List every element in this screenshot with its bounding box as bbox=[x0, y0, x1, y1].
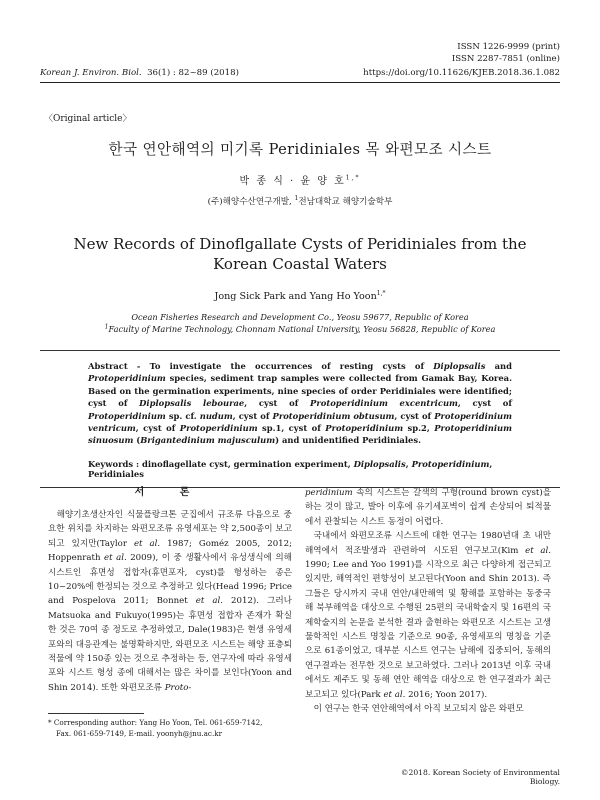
footnote-divider bbox=[48, 713, 144, 714]
doi-link[interactable]: https://doi.org/10.11626/KJEB.2018.36.1.082 bbox=[363, 68, 560, 78]
abstract-text: ( bbox=[133, 435, 141, 446]
abstract-taxon: Protoperidinium bbox=[325, 423, 404, 434]
footnote-line-1: * Corresponding author: Yang Ho Yoon, Tel. 061-659-7142, bbox=[48, 718, 263, 727]
abstract-text: sp.1, cyst of bbox=[257, 423, 326, 434]
abstract-taxon: Diplopsalis lebourae bbox=[139, 398, 245, 409]
korean-title: 한국 연안해역의 미기록 Peridiniales 목 와편모조 시스트 bbox=[108, 141, 492, 158]
volume-pages: 36(1) : 82~89 (2018) bbox=[147, 68, 239, 78]
body-text: . 1990; Lee and Yoo 1991)를 시작으로 최근 다양하게 접근되고 있지만, 해역적인 편향성이 보고된다(Yoon and Shin 2013). 즉 그들은 당시까지 국내 연안/내만해역 및 황해를 포함하는 동중국해 북부해역을 대상으로 수행된 25편의 국내학술지 및 16편의 국제학술지의 논문을 분석한 결과 출현하는 와편모조 시스트는 고생물학적인 시스트 명칭을 기준으로 90종, 유영세포의 명칭을 기준으로 61종이었고, 대부분 시스트 연구는 남해에 집중되어, 동해의 연구결과는 전무한 것으로 보고하였다. 그러나 2013년 이후 국내에서도 제주도 및 동해 연안 해역을 대상으로 한 연구결과가 최근 보고되고 있다(Park bbox=[305, 545, 551, 700]
body-italic: peridinium bbox=[305, 488, 353, 498]
korean-author-sup: 1,* bbox=[345, 174, 361, 182]
abstract-taxon: nudum bbox=[199, 410, 233, 421]
english-affil-2-line bbox=[40, 323, 560, 335]
abstract-text: , cyst of bbox=[135, 423, 180, 434]
journal-name: Korean J. Environ. Biol. bbox=[40, 68, 142, 78]
english-author-sup: 1,* bbox=[376, 289, 386, 297]
body-paragraph bbox=[305, 486, 551, 529]
abstract-taxon: Protoperidinium obtusum bbox=[272, 410, 395, 421]
abstract-taxon: Protoperidinium excentricum bbox=[310, 398, 458, 409]
keywords bbox=[88, 459, 512, 479]
abstract-text: Abstract - To investigate the occurrences of resting cysts of bbox=[88, 361, 434, 371]
body-text: . 2009), 이 중 생활사에서 유성생식에 의해 시스트인 휴면성 접합자(휴면포자, cyst)를 형성하는 종은 10~20%에 한정되는 것으로 추정하고 있다(Head 1996; Price and Pospelova 2011; Bonnet bbox=[48, 553, 292, 607]
body-text: 해양기초생산자인 식물플랑크톤 군집에서 규조류 다음으로 중요한 위치를 차지하는 와편모조류 유영세포는 약 2,500종이 보고되고 있지만(Taylor bbox=[48, 510, 292, 549]
body-italic: et al bbox=[195, 596, 221, 607]
korean-authors bbox=[0, 172, 600, 187]
abstract-box bbox=[40, 350, 560, 488]
korean-affiliations bbox=[0, 195, 600, 207]
abstract bbox=[88, 360, 512, 447]
body-italic: Proto- bbox=[164, 682, 192, 693]
keyword-taxon: Diplopsalis bbox=[353, 458, 406, 469]
korean-author-names: 박 종 식 · 윤 양 호 bbox=[239, 176, 346, 187]
introduction-heading: 서 론 bbox=[134, 487, 206, 498]
journal-citation bbox=[40, 68, 239, 78]
korean-affil-sup: 1 bbox=[294, 195, 299, 203]
korean-affil-a: (주)해양수산연구개발, bbox=[207, 197, 295, 207]
body-text: 국내에서 와편모조류 시스트에 대한 연구는 1980년대 초 내만해역에서 적조발생과 관련하여 시도된 연구보고(Kim bbox=[305, 531, 551, 556]
corresponding-author-footnote bbox=[48, 717, 292, 739]
abstract-text: and bbox=[485, 361, 512, 371]
english-affiliations bbox=[40, 311, 560, 335]
korean-affil-b: 전남대학교 해양기술학부 bbox=[298, 197, 393, 207]
footnote-line-2: Fax. 061-659-7149, E-mail. yoonyh@jnu.ac.kr bbox=[56, 729, 223, 738]
abstract-taxon: Protoperidinium bbox=[179, 423, 258, 434]
english-author-names: Jong Sick Park and Yang Ho Yoon bbox=[214, 291, 377, 302]
abstract-text: , cyst of bbox=[394, 410, 435, 421]
body-paragraph bbox=[305, 529, 551, 702]
abstract-taxon: Protoperidinium bbox=[88, 410, 166, 421]
body-italic: et al bbox=[525, 545, 549, 556]
english-affil-2: Faculty of Marine Technology, Chonnam National University, Yeosu 56828, Republic of Korea bbox=[108, 324, 496, 334]
abstract-text: , cyst of bbox=[232, 410, 273, 421]
body-text: . 2012). 그러나 Matsuoka and Fukuyo(1995)는 휴면성 접합자 존재가 확실한 것은 70여 종 정도로 추정하였고, Dale(1983)은 현생 유영세포와의 대응관계는 불명확하지만, 와편모조 시스트는 해양 표층퇴적물에 약 150종 있는 것으로 추정하는 등, 연구자에 따라 유영세포와 시스트 형성 종에 대해서는 많은 차이를 보인다(Yoon and Shin 2014). 또한 와편모조류 bbox=[48, 596, 292, 693]
body-italic: et al bbox=[104, 553, 124, 564]
abstract-text: ) and unidentified Peridiniales. bbox=[275, 435, 421, 446]
abstract-text: sp. cf. bbox=[165, 410, 200, 421]
body-text: . 1987; Goméz 2005, 2012; Hoppenrath bbox=[48, 538, 293, 564]
body-text: 이 연구는 한국 연안해역에서 아직 보고되지 않은 와편모 bbox=[313, 704, 524, 715]
article-type: 〈Original article〉 bbox=[44, 114, 132, 124]
abstract-taxon: Diplopsalis bbox=[433, 361, 486, 371]
abstract-text: species, sediment trap samples were collected from Gamak Bay, Korea. Based on the germination experiments, nine species of order Peridiniales were identified; cyst of bbox=[88, 373, 512, 409]
english-authors bbox=[0, 291, 600, 302]
copyright-notice: ©2018. Korean Society of Environmental Biology. bbox=[400, 768, 560, 786]
body-paragraph bbox=[305, 702, 551, 716]
body-column-left bbox=[48, 486, 292, 695]
keywords-text: , bbox=[405, 458, 412, 469]
abstract-taxon: Protoperidinium bbox=[88, 373, 166, 384]
abstract-taxon: Brigantedinium majusculum bbox=[140, 435, 276, 446]
abstract-text: sp.2, bbox=[403, 423, 435, 434]
body-paragraph bbox=[48, 508, 292, 695]
english-affil-1: Ocean Fisheries Research and Development Co., Yeosu 59677, Republic of Korea bbox=[131, 312, 469, 322]
abstract-text: , cyst of bbox=[244, 398, 311, 409]
keywords-text: Keywords : dinoflagellate cyst, germination experiment, bbox=[88, 458, 354, 469]
english-affil-2-sup: 1 bbox=[104, 323, 109, 331]
body-italic: et al bbox=[133, 538, 158, 549]
issn-block bbox=[452, 41, 560, 65]
body-column-right bbox=[305, 486, 551, 717]
english-title: New Records of Dinoflgallate Cysts of Peridiniales from the Korean Coastal Waters bbox=[73, 235, 527, 273]
abstract-taxon: Protoperidinium sinuosum bbox=[88, 423, 512, 446]
keywords-text: , Peridiniales bbox=[88, 458, 493, 479]
body-text: 속의 시스트는 갈색의 구형(round brown cyst)을 하는 것이 많고, 발아 이후에 유기세포벽이 쉽게 손상되어 퇴적물에서 관찰되는 시스트 동정이 어렵다. bbox=[305, 488, 551, 527]
keyword-taxon: Protoperidinium bbox=[411, 458, 490, 469]
abstract-taxon: Protoperidinium ventricum bbox=[88, 410, 512, 434]
abstract-text: , cyst of bbox=[457, 398, 512, 409]
body-text: . 2016; Yoon 2017). bbox=[402, 689, 488, 700]
issn-print: ISSN 1226-9999 (print) bbox=[457, 42, 560, 52]
running-header bbox=[40, 68, 560, 83]
issn-online: ISSN 2287-7851 (online) bbox=[451, 54, 560, 64]
body-italic: et al bbox=[383, 689, 403, 700]
